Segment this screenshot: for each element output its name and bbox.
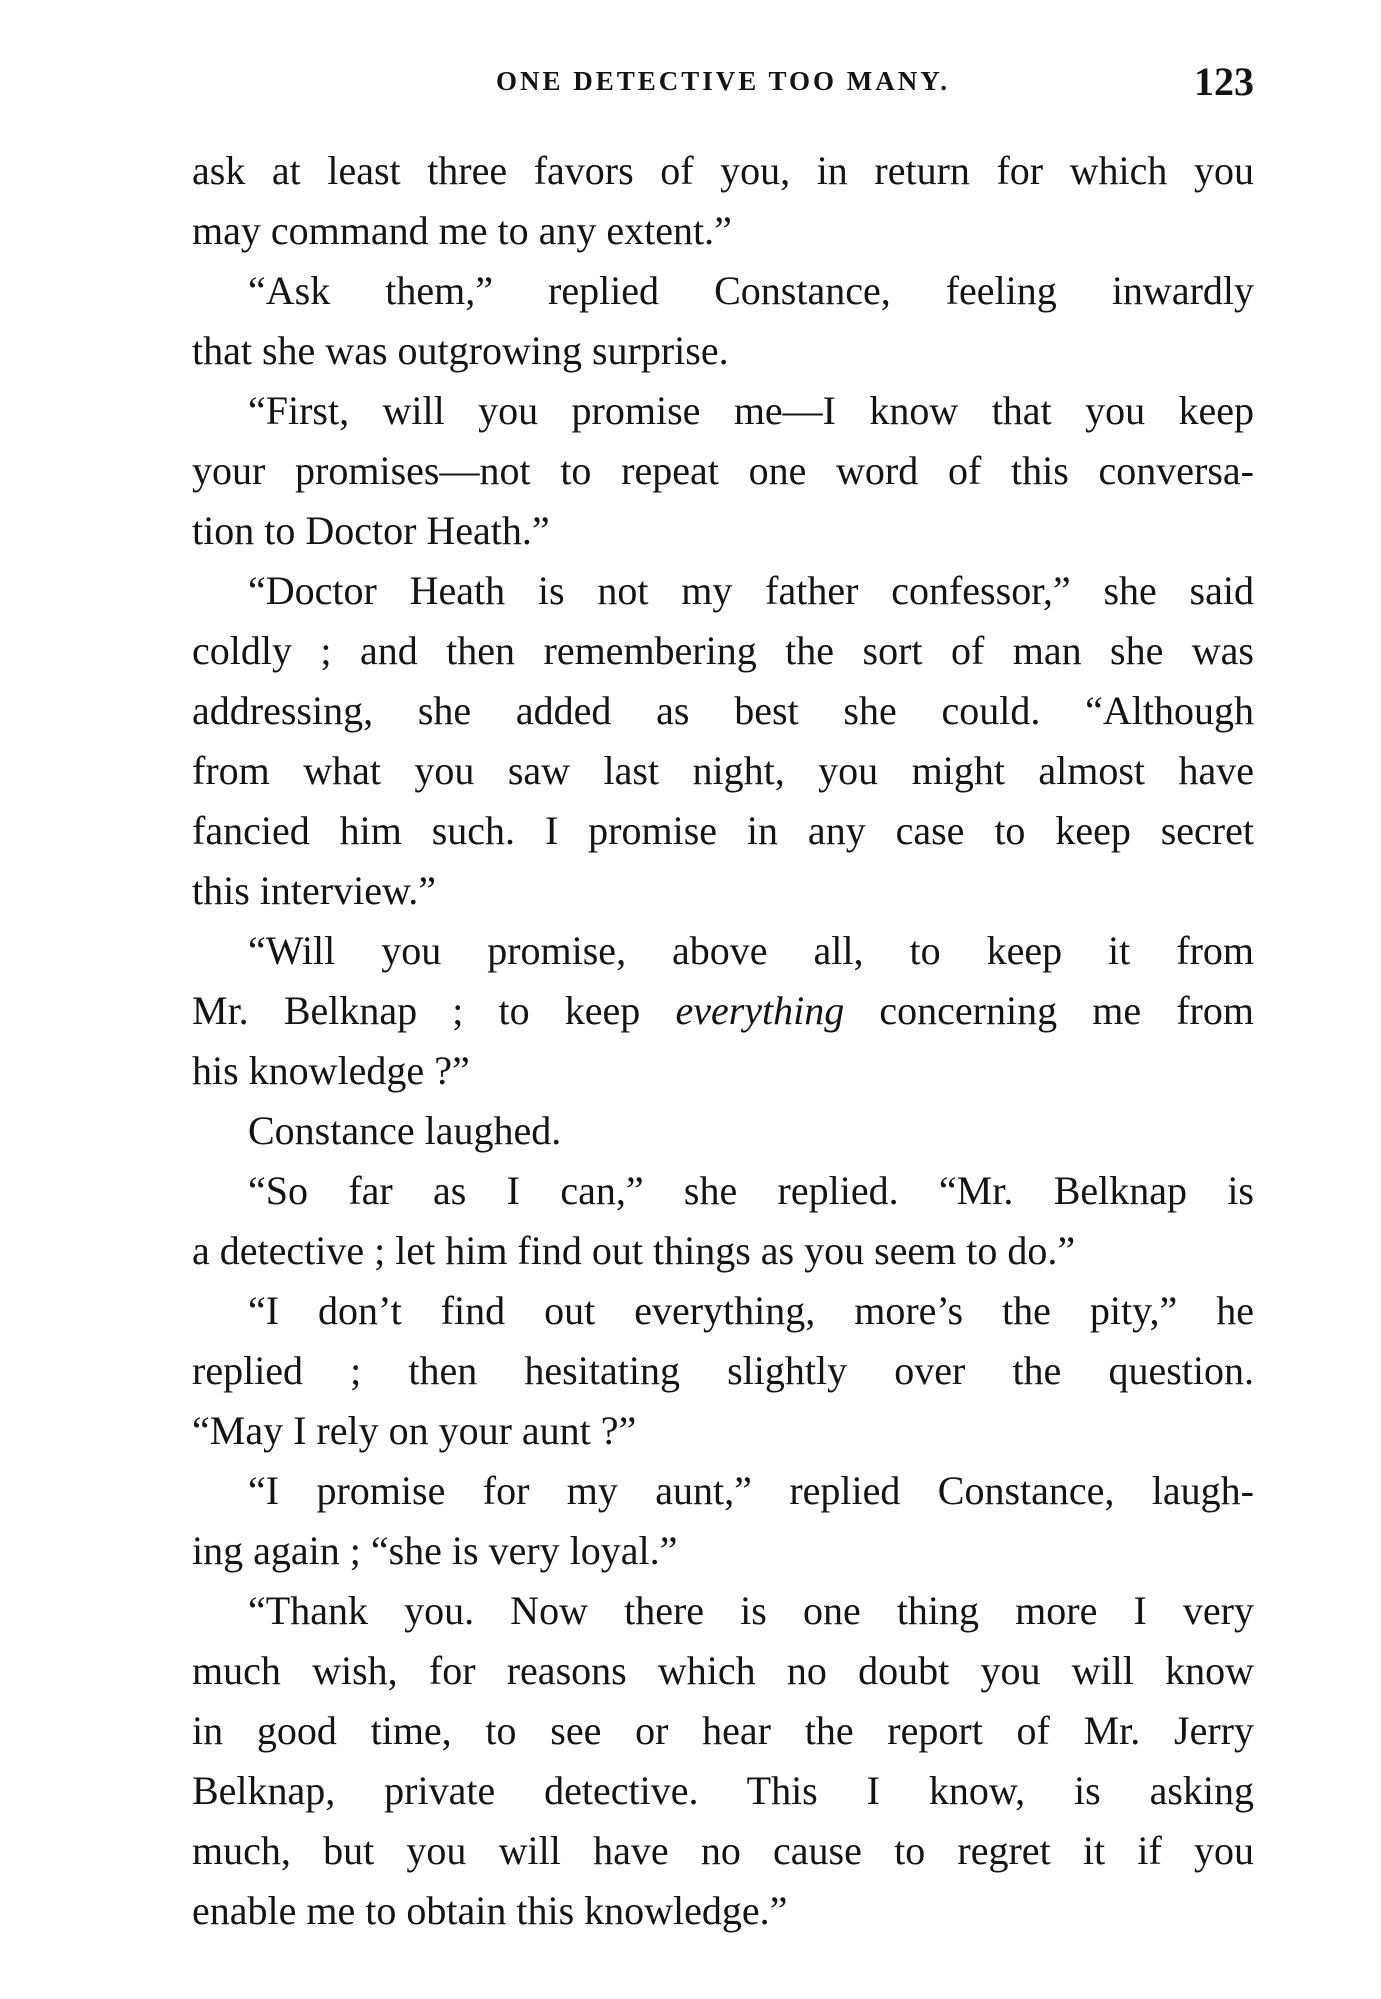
text-line: Belknap, private detective. This I know, is asking: [192, 1768, 1254, 1813]
text-line: “Doctor Heath is not my father confessor,” she said: [248, 568, 1254, 613]
running-head: [192, 58, 1254, 114]
text-line: much, but you will have no cause to regret it if you: [192, 1828, 1254, 1873]
text-line: “I promise for my aunt,” replied Constance, laugh-: [248, 1468, 1254, 1513]
text-line: “May I rely on your aunt ?”: [192, 1408, 637, 1453]
text-line: “I don’t find out everything, more’s the pity,” he: [248, 1288, 1254, 1333]
text-line: his knowledge ?”: [192, 1048, 470, 1093]
text-line: may command me to any extent.”: [192, 208, 732, 253]
text-line: tion to Doctor Heath.”: [192, 508, 550, 553]
text-line: coldly ; and then remembering the sort of man she was: [192, 628, 1254, 673]
text-line: “Will you promise, above all, to keep it from: [248, 928, 1254, 973]
text-segment: concerning me from: [844, 988, 1254, 1033]
text-line: ask at least three favors of you, in return for which you: [192, 148, 1254, 193]
text-body: [192, 141, 1254, 1941]
text-line: your promises—not to repeat one word of this conversa-: [192, 448, 1254, 493]
page-number: 123: [1194, 59, 1254, 104]
running-title: ONE DETECTIVE TOO MANY.: [495, 66, 951, 96]
text-line: much wish, for reasons which no doubt you will know: [192, 1648, 1254, 1693]
text-line: from what you saw last night, you might almost have: [192, 748, 1254, 793]
text-line: [192, 981, 1254, 1041]
text-segment: Mr. Belknap ; to keep: [192, 988, 676, 1033]
text-line: this interview.”: [192, 868, 437, 913]
text-line: enable me to obtain this knowledge.”: [192, 1888, 788, 1933]
text-line: replied ; then hesitating slightly over the question.: [192, 1348, 1254, 1393]
text-line: in good time, to see or hear the report of Mr. Jerry: [192, 1708, 1254, 1753]
text-line: “Ask them,” replied Constance, feeling inwardly: [248, 268, 1254, 313]
text-line: that she was outgrowing surprise.: [192, 328, 729, 373]
text-line: “First, will you promise me—I know that you keep: [248, 388, 1254, 433]
text-line: addressing, she added as best she could. “Although: [192, 688, 1254, 733]
text-line: “Thank you. Now there is one thing more I very: [248, 1588, 1254, 1633]
text-line: “So far as I can,” she replied. “Mr. Belknap is: [248, 1168, 1254, 1213]
text-line: a detective ; let him find out things as you seem to do.”: [192, 1228, 1076, 1273]
text-line: Constance laughed.: [248, 1108, 562, 1153]
text-line: fancied him such. I promise in any case to keep secret: [192, 808, 1254, 853]
text-line: ing again ; “she is very loyal.”: [192, 1528, 678, 1573]
emphasized-word: everything: [675, 988, 845, 1033]
